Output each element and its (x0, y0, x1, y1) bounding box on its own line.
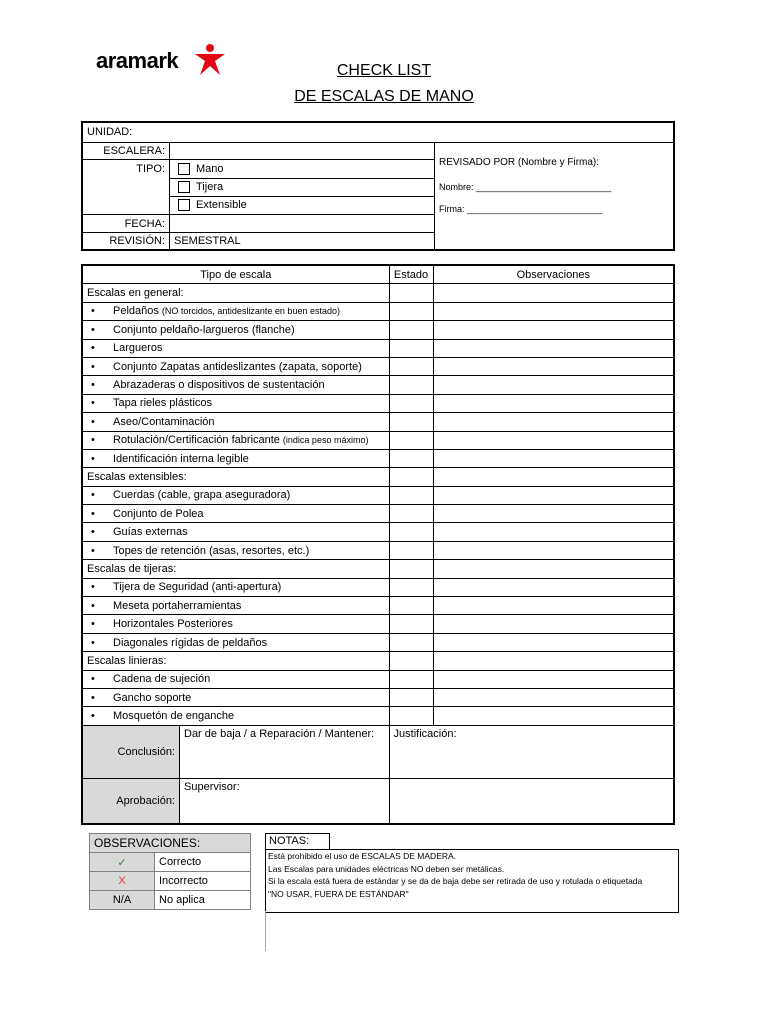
observaciones-cell[interactable] (433, 707, 674, 725)
bullet-icon: • (91, 397, 95, 410)
section-estado-cell (389, 284, 433, 302)
divider (265, 911, 266, 951)
item-label-cell (82, 578, 389, 596)
checklist-item-row (82, 302, 674, 320)
checklist-item-row (82, 357, 674, 375)
revision-label: REVISIÓN: (82, 233, 170, 250)
item-label-cell (82, 413, 389, 431)
item-label-cell (82, 670, 389, 688)
estado-cell[interactable] (389, 688, 433, 706)
item-text: Tapa rieles plásticos (113, 397, 213, 410)
conclusion-label: Conclusión: (83, 726, 180, 778)
item-label-cell (82, 707, 389, 725)
item-label-cell (82, 597, 389, 615)
checklist-item-row (82, 688, 674, 706)
bullet-icon: • (91, 305, 95, 318)
item-label-cell (82, 688, 389, 706)
checklist-item-row (82, 339, 674, 357)
note-line: "NO USAR, FUERA DE ESTÁNDAR" (268, 888, 409, 899)
bullet-icon: • (91, 507, 95, 520)
section-obs-cell (433, 468, 674, 486)
estado-cell[interactable] (389, 541, 433, 559)
item-label-cell (82, 376, 389, 394)
checklist-item-row (82, 321, 674, 339)
section-title: Escalas extensibles: (82, 468, 389, 486)
estado-cell[interactable] (389, 523, 433, 541)
observaciones-cell[interactable] (433, 339, 674, 357)
item-label-cell (82, 615, 389, 633)
bullet-icon: • (91, 379, 95, 392)
observaciones-cell[interactable] (433, 688, 674, 706)
legend-title: OBSERVACIONES: (90, 834, 251, 853)
cross-icon: X (90, 872, 155, 891)
estado-cell[interactable] (389, 449, 433, 467)
section-estado-cell (389, 652, 433, 670)
section-obs-cell (433, 652, 674, 670)
section-title: Escalas de tijeras: (82, 560, 389, 578)
bullet-icon: • (91, 323, 95, 336)
checklist-item-row (82, 541, 674, 559)
observaciones-cell[interactable] (433, 321, 674, 339)
bullet-icon: • (91, 636, 95, 649)
item-note: (indica peso máximo) (282, 435, 369, 446)
unidad-field[interactable] (82, 122, 674, 142)
item-text: Guías externas (113, 526, 188, 539)
bullet-icon: • (91, 489, 95, 502)
bullet-icon: • (91, 452, 95, 465)
bullet-icon: • (91, 581, 95, 594)
item-label-cell (82, 302, 389, 320)
section-estado-cell (389, 468, 433, 486)
item-text: Diagonales rígidas de peldaños (113, 636, 268, 649)
section-obs-cell (433, 560, 674, 578)
observaciones-cell[interactable] (433, 376, 674, 394)
legend-label-no-aplica: No aplica (155, 891, 251, 910)
item-label-cell (82, 431, 389, 449)
estado-cell[interactable] (389, 670, 433, 688)
bullet-icon: • (91, 673, 95, 686)
item-text: Largueros (113, 342, 163, 355)
supervisor-label[interactable]: Supervisor: (184, 780, 240, 793)
bullet-icon: • (91, 415, 95, 428)
item-label-cell (82, 321, 389, 339)
estado-cell[interactable] (389, 394, 433, 412)
item-text: Conjunto Zapatas antideslizantes (zapata, soporte) (113, 360, 362, 373)
estado-cell[interactable] (389, 357, 433, 375)
aprobacion-signature-field[interactable] (389, 778, 674, 824)
aprobacion-cell (82, 778, 389, 824)
conclusion-text[interactable]: Dar de baja / a Reparación / Mantener: (184, 727, 375, 740)
item-label-cell (82, 486, 389, 504)
legend-label-incorrecto: Incorrecto (155, 872, 251, 891)
bullet-icon: • (91, 360, 95, 373)
observaciones-cell[interactable] (433, 597, 674, 615)
col-tipo-header: Tipo de escala (82, 265, 389, 284)
observaciones-cell[interactable] (433, 431, 674, 449)
aprobacion-label: Aprobación: (83, 779, 180, 823)
item-text: Rotulación/Certificación fabricante (113, 434, 280, 447)
checklist-item-row (82, 449, 674, 467)
checkbox-icon[interactable] (178, 199, 190, 211)
checklist-item-row (82, 486, 674, 504)
unidad-label: UNIDAD: (87, 126, 133, 139)
estado-cell[interactable] (389, 413, 433, 431)
fecha-field[interactable] (170, 214, 435, 232)
item-label-cell (82, 541, 389, 559)
checklist-item-row (82, 615, 674, 633)
bullet-icon: • (91, 342, 95, 355)
nombre-line[interactable]: Nombre: ___________________________ (439, 181, 612, 192)
observaciones-cell[interactable] (433, 394, 674, 412)
note-line: Está prohibido el uso de ESCALAS DE MADERA. (268, 851, 457, 861)
estado-cell[interactable] (389, 431, 433, 449)
item-text: Cuerdas (cable, grapa aseguradora) (113, 489, 291, 502)
item-text: Meseta portaherramientas (113, 599, 242, 612)
item-text: Conjunto de Polea (113, 507, 204, 520)
item-label-cell (82, 339, 389, 357)
item-text: Horizontales Posteriores (113, 618, 233, 631)
section-row (82, 560, 674, 578)
section-title: Escalas linieras: (82, 652, 389, 670)
estado-cell[interactable] (389, 486, 433, 504)
bullet-icon: • (91, 618, 95, 631)
item-label-cell (82, 394, 389, 412)
checklist-item-row (82, 523, 674, 541)
item-text: Conjunto peldaño-largueros (flanche) (113, 323, 295, 336)
justificacion-label: Justificación: (393, 727, 457, 740)
conclusion-cell (82, 725, 389, 778)
observaciones-cell[interactable] (433, 413, 674, 431)
firma-line[interactable]: Firma: ___________________________ (439, 203, 603, 214)
checkbox-icon[interactable] (178, 181, 190, 193)
observaciones-cell[interactable] (433, 449, 674, 467)
legend-label-correcto: Correcto (155, 853, 251, 872)
revisado-cell (435, 142, 675, 250)
header-table (81, 121, 675, 251)
estado-cell[interactable] (389, 321, 433, 339)
observaciones-cell[interactable] (433, 486, 674, 504)
section-row (82, 468, 674, 486)
section-title: Escalas en general: (82, 284, 389, 302)
item-text: Topes de retención (asas, resortes, etc.) (113, 544, 310, 557)
item-text: Abrazaderas o dispositivos de sustentación (113, 379, 325, 392)
observaciones-cell[interactable] (433, 578, 674, 596)
estado-cell[interactable] (389, 376, 433, 394)
estado-cell[interactable] (389, 505, 433, 523)
checklist-item-row (82, 578, 674, 596)
observaciones-cell[interactable] (433, 505, 674, 523)
bullet-icon: • (91, 599, 95, 612)
observaciones-cell[interactable] (433, 670, 674, 688)
estado-cell[interactable] (389, 615, 433, 633)
item-text: Mosquetón de enganche (113, 710, 235, 723)
checklist-item-row (82, 394, 674, 412)
checkbox-icon[interactable] (178, 163, 190, 175)
col-estado-header: Estado (389, 265, 433, 284)
bullet-icon: • (91, 691, 95, 704)
estado-cell[interactable] (389, 597, 433, 615)
revision-value: SEMESTRAL (170, 233, 435, 250)
notas-body (265, 849, 679, 913)
bullet-icon: • (91, 544, 95, 557)
item-text: Aseo/Contaminación (113, 415, 215, 428)
item-label-cell (82, 357, 389, 375)
checklist-item-row (82, 670, 674, 688)
notas-title: NOTAS: (265, 833, 330, 850)
escalera-field[interactable] (170, 142, 435, 159)
item-text: Cadena de sujeción (113, 673, 211, 686)
tipo-option-tijera[interactable]: Tijera (170, 179, 434, 197)
checklist-item-row (82, 707, 674, 725)
note-line: Si la escala está fuera de estándar y se da de baja debe ser retirada de uso y rotulada o etiquetada (268, 876, 643, 886)
estado-cell[interactable] (389, 633, 433, 651)
checklist-item-row (82, 505, 674, 523)
section-row (82, 284, 674, 302)
bullet-icon: • (91, 526, 95, 539)
revisado-label: REVISADO POR (Nombre y Firma): (439, 156, 600, 168)
bullet-icon: • (91, 434, 95, 447)
escalera-label: ESCALERA: (82, 142, 170, 159)
checklist-item-row (82, 597, 674, 615)
tipo-option-extensible[interactable]: Extensible (170, 197, 434, 214)
check-icon: ✓ (90, 853, 155, 872)
fecha-label: FECHA: (82, 214, 170, 232)
estado-cell[interactable] (389, 578, 433, 596)
observaciones-legend (89, 833, 251, 910)
observaciones-cell[interactable] (433, 541, 674, 559)
checklist-item-row (82, 633, 674, 651)
item-text: Peldaños (113, 305, 159, 318)
observaciones-cell[interactable] (433, 357, 674, 375)
estado-cell[interactable] (389, 302, 433, 320)
item-text: Tijera de Seguridad (anti-apertura) (113, 581, 282, 594)
observaciones-cell[interactable] (433, 523, 674, 541)
section-obs-cell (433, 284, 674, 302)
justificacion-cell[interactable] (389, 725, 674, 778)
item-label-cell (82, 523, 389, 541)
estado-cell[interactable] (389, 339, 433, 357)
estado-cell[interactable] (389, 707, 433, 725)
item-text: Gancho soporte (113, 691, 192, 704)
checklist-table (81, 264, 675, 825)
bullet-icon: • (91, 710, 95, 723)
section-row (82, 652, 674, 670)
item-label-cell (82, 633, 389, 651)
title-line-1: CHECK LIST (336, 62, 432, 79)
item-label-cell (82, 449, 389, 467)
title-line-2: DE ESCALAS DE MANO (294, 88, 474, 105)
section-estado-cell (389, 560, 433, 578)
checklist-item-row (82, 413, 674, 431)
item-label-cell (82, 505, 389, 523)
tipo-options (170, 160, 435, 215)
na-symbol: N/A (90, 891, 155, 910)
col-obs-header: Observaciones (433, 265, 674, 284)
checklist-item-row (82, 376, 674, 394)
checklist-item-row (82, 431, 674, 449)
tipo-label: TIPO: (82, 160, 170, 215)
observaciones-cell[interactable] (433, 302, 674, 320)
observaciones-cell[interactable] (433, 615, 674, 633)
note-line: Las Escalas para unidades eléctricas NO deben ser metálicas. (268, 863, 505, 874)
tipo-option-mano[interactable]: Mano (170, 161, 434, 179)
aramark-logo-text: aramark (96, 48, 179, 73)
observaciones-cell[interactable] (433, 633, 674, 651)
item-text: Identificación interna legible (113, 452, 249, 465)
item-note: (NO torcidos, antideslizante en buen estado) (161, 306, 340, 317)
